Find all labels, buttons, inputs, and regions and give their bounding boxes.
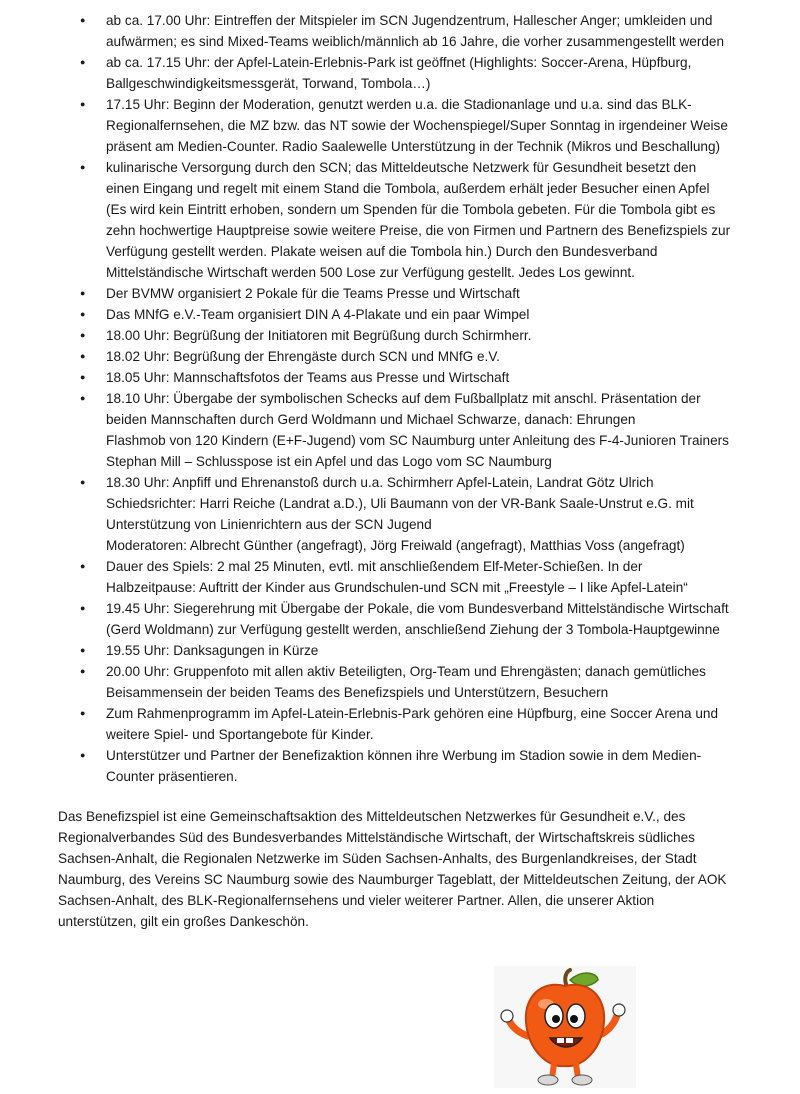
schedule-list-item [80, 157, 740, 283]
schedule-bullet-list [80, 10, 740, 787]
schedule-list-item [80, 388, 740, 472]
schedule-list-item [80, 598, 740, 640]
list-item-text-line: ● 20.00 Uhr: Gruppenfoto mit allen aktiv Beteiligten, Org-Team und Ehrengästen; danach gemütliches [106, 664, 706, 679]
closing-text-line: Regionalverbandes Süd des Bundesverbandes Mittelständische Wirtschaft, der Wirtschaftskreis südliches [58, 830, 695, 845]
list-item-text-line: Verfügung gestellt werden. Plakate weisen auf die Tombola hin.) Durch den Bundesverband [106, 244, 658, 259]
list-item-text-line: Schiedsrichter: Harri Reiche (Landrat a.D.), Uli Baumann von der VR-Bank Saale-Unstrut e.G. mit [106, 496, 694, 511]
list-item-text-line: ● kulinarische Versorgung durch den SCN; das Mitteldeutsche Netzwerk für Gesundheit besetzt den [106, 160, 697, 175]
list-item-text-line: (Gerd Woldmann) zur Verfügung gestellt werden, anschließend Ziehung der 3 Tombola-Hauptgewinne [106, 622, 720, 637]
list-item-text-line: ● Unterstützer und Partner der Benefizaktion können ihre Werbung im Stadion sowie in dem Medien- [106, 748, 702, 763]
list-item-text-line: Unterstützung von Linienrichtern aus der SCN Jugend [106, 517, 432, 532]
list-item-text-line: ● Der BVMW organisiert 2 Pokale für die Teams Presse und Wirtschaft [106, 286, 520, 301]
schedule-list-item [80, 325, 740, 346]
list-item-text-line: Stephan Mill – Schlusspose ist ein Apfel und das Logo vom SC Naumburg [106, 454, 552, 469]
list-item-text-line: (Es wird kein Eintritt erhoben, sondern um Spenden für die Tombola gebeten. Für die Tombola gibt es [106, 202, 716, 217]
list-item-text-line: Moderatoren: Albrecht Günther (angefragt), Jörg Freiwald (angefragt), Matthias Voss (angefragt) [106, 538, 685, 553]
schedule-list-item [80, 10, 740, 52]
list-item-text-line: Halbzeitpause: Auftritt der Kinder aus Grundschulen-und SCN mit „Freestyle – I like Apfel-Latein“ [106, 580, 688, 595]
list-item-text-line: präsent am Medien-Counter. Radio Saalewelle Unterstützung in der Technik (Mikros und Beschallung) [106, 139, 721, 154]
closing-text-line: unterstützen, gilt ein großes Dankeschön. [58, 914, 309, 929]
schedule-list-item [80, 367, 740, 388]
apple-mascot-graphic [494, 966, 636, 1088]
schedule-list-item [80, 745, 740, 787]
list-item-text-line: ● 18.10 Uhr: Übergabe der symbolischen Schecks auf dem Fußballplatz mit anschl. Präsentation der [106, 391, 701, 406]
list-item-text-line: Beisammensein der beiden Teams des Benefizspiels und Unterstützern, Besuchern [106, 685, 609, 700]
list-item-text-line: aufwärmen; es sind Mixed-Teams weiblich/männlich ab 16 Jahre, die vorher zusammengestellt werden [106, 34, 725, 49]
list-item-text-line: Regionalfernsehen, die MZ bzw. das NT sowie der Wochenspiegel/Super Sonntag in irgendeiner Weise [106, 118, 728, 133]
schedule-list-item [80, 304, 740, 325]
list-item-text-line: ● ab ca. 17.00 Uhr: Eintreffen der Mitspieler im SCN Jugendzentrum, Hallescher Anger; umkleiden und [106, 13, 713, 28]
schedule-list-item [80, 346, 740, 367]
list-item-text-line: einen Eingang und regelt mit einem Stand die Tombola, außerdem erhält jeder Besucher einen Apfel [106, 181, 710, 196]
closing-text-line: Das Benefizspiel ist eine Gemeinschaftsaktion des Mitteldeutschen Netzwerkes für Gesundheit e.V., des [58, 809, 686, 824]
list-item-text-line: Ballgeschwindigkeitsmessgerät, Torwand, Tombola…) [106, 76, 431, 91]
list-item-text-line: weitere Spiel- und Sportangebote für Kinder. [106, 727, 374, 742]
list-item-text-line: Flashmob von 120 Kindern (E+F-Jugend) vom SC Naumburg unter Anleitung des F-4-Junioren Trainers [106, 433, 729, 448]
list-item-text-line: ● 19.55 Uhr: Danksagungen in Kürze [106, 643, 319, 658]
schedule-list-item [80, 283, 740, 304]
list-item-text-line: ● Dauer des Spiels: 2 mal 25 Minuten, evtl. mit anschließendem Elf-Meter-Schießen. In der [106, 559, 643, 574]
list-item-text-line: ● 18.00 Uhr: Begrüßung der Initiatoren mit Begrüßung durch Schirmherr. [106, 328, 532, 343]
schedule-list-item [80, 703, 740, 745]
closing-text-line: Sachsen-Anhalt, die Regionalen Netzwerke im Süden Sachsen-Anhalts, des Burgenlandkreises, der Stadt [58, 851, 697, 866]
list-item-text-line: zehn hochwertige Hauptpreise sowie weitere Preise, die von Firmen und Partnern des Benefizspiels zur [106, 223, 731, 238]
list-item-text-line: ● 18.05 Uhr: Mannschaftsfotos der Teams aus Presse und Wirtschaft [106, 370, 510, 385]
list-item-text-line: beiden Mannschaften durch Gerd Woldmann und Michael Schwarze, danach: Ehrungen [106, 412, 636, 427]
apple-mascot-icon [494, 966, 636, 1088]
schedule-list-item [80, 94, 740, 157]
schedule-list-item [80, 661, 740, 703]
list-item-text-line: ● ab ca. 17.15 Uhr: der Apfel-Latein-Erlebnis-Park ist geöffnet (Highlights: Soccer-Arena, Hüpfburg, [106, 55, 692, 70]
list-item-text-line: ● 18.02 Uhr: Begrüßung der Ehrengäste durch SCN und MNfG e.V. [106, 349, 500, 364]
list-item-text-line: Mittelständische Wirtschaft werden 500 Lose zur Verfügung gestellt. Jedes Los gewinnt. [106, 265, 635, 280]
schedule-list-item [80, 52, 740, 94]
list-item-text-line: ● 17.15 Uhr: Beginn der Moderation, genutzt werden u.a. die Stadionanlage und u.a. sind das BLK- [106, 97, 692, 112]
closing-paragraph [58, 806, 748, 932]
list-item-text-line: ● 18.30 Uhr: Anpfiff und Ehrenanstoß durch u.a. Schirmherr Apfel-Latein, Landrat Götz Ulrich [106, 475, 654, 490]
list-item-text-line: ● Zum Rahmenprogramm im Apfel-Latein-Erlebnis-Park gehören eine Hüpfburg, eine Soccer Arena und [106, 706, 719, 721]
list-item-text-line: Counter präsentieren. [106, 769, 238, 784]
list-item-text-line: ● 19.45 Uhr: Siegerehrung mit Übergabe der Pokale, die vom Bundesverband Mittelständische Wirtschaft [106, 601, 729, 616]
schedule-list-item [80, 472, 740, 556]
closing-text-line: Sachsen-Anhalt, des BLK-Regionalfernsehens und vieler weiterer Partner. Allen, die unserer Aktion [58, 893, 655, 908]
schedule-list-item [80, 556, 740, 598]
closing-text-line: Naumburg, des Vereins SC Naumburg sowie des Naumburger Tageblatt, der Mitteldeutschen Zeitung, der AOK [58, 872, 727, 887]
list-item-text-line: ● Das MNfG e.V.-Team organisiert DIN A 4-Plakate und ein paar Wimpel [106, 307, 530, 322]
schedule-list-item [80, 640, 740, 661]
